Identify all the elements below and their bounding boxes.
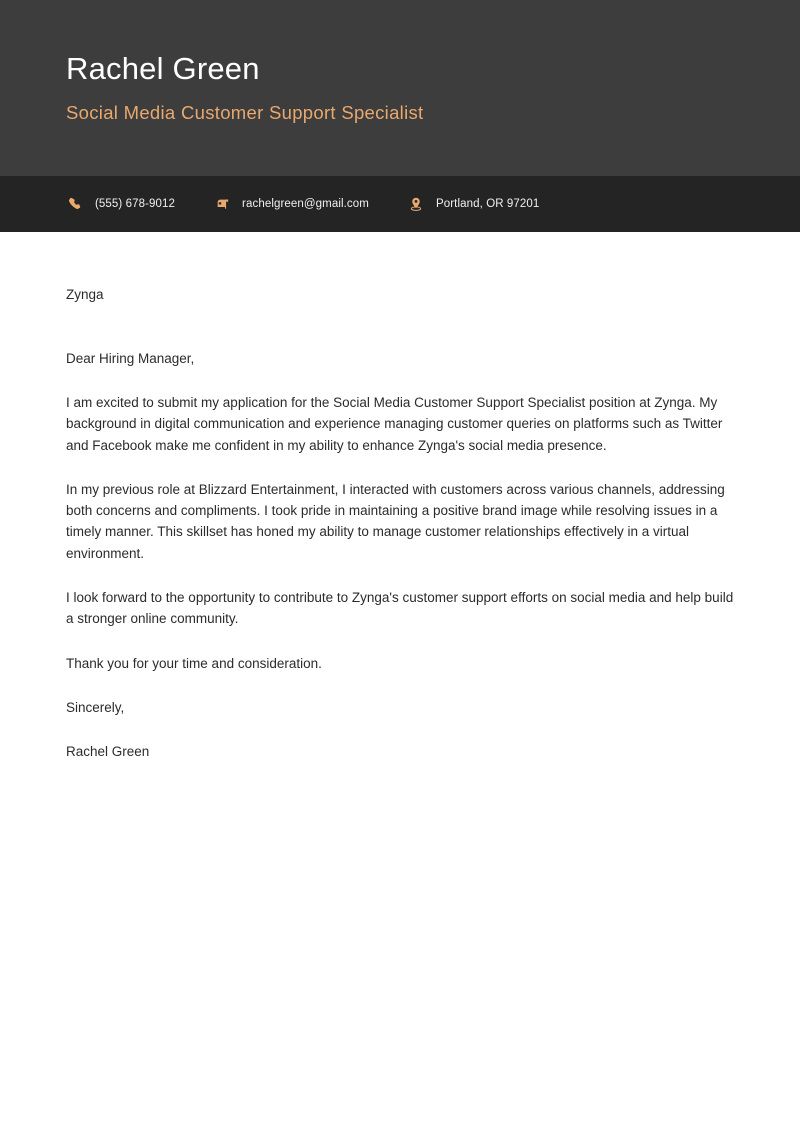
letter-paragraph-1: I am excited to submit my application for the Social Media Customer Support Specialist position at Zynga. My background in digital communication and experience managing customer queries on platforms such as Twitter and Facebook make me confident in my ability to enhance Zynga's social media presence. (66, 395, 723, 453)
letter-paragraph-3: I look forward to the opportunity to contribute to Zynga's customer support efforts on social media and help build a stronger online community. (66, 590, 734, 627)
contact-email-value: rachelgreen@gmail.com (242, 198, 369, 210)
contact-phone-value: (555) 678-9012 (95, 198, 176, 210)
contact-location-value: Portland, OR 97201 (435, 198, 540, 210)
contact-item-location[interactable] (407, 195, 539, 213)
contact-item-phone[interactable] (66, 195, 175, 213)
letterhead-header (0, 0, 800, 176)
salutation: Dear Hiring Manager, (66, 351, 195, 366)
applicant-job-title: Social Media Customer Support Specialist (66, 101, 424, 123)
location-pin-icon (407, 195, 425, 213)
contact-bar (0, 176, 800, 232)
letter-paragraph-2: In my previous role at Blizzard Entertainment, I interacted with customers across various channels, addressing both concerns and compliments. I took pride in maintaining a positive brand image while resolving issues in a timely manner. This skillset has honed my ability to manage customer relationships effectively in a virtual environment. (66, 481, 725, 561)
thank-you-line: Thank you for your time and consideration. (66, 655, 322, 671)
contact-item-email[interactable] (213, 195, 369, 213)
applicant-name: Rachel Green (66, 50, 260, 86)
letter-body (0, 232, 800, 762)
phone-icon (66, 195, 84, 213)
signature-name: Rachel Green (66, 743, 150, 759)
sign-off-line: Sincerely, (66, 699, 125, 715)
mailbox-icon (213, 195, 231, 213)
recipient-company: Zynga (66, 287, 104, 302)
